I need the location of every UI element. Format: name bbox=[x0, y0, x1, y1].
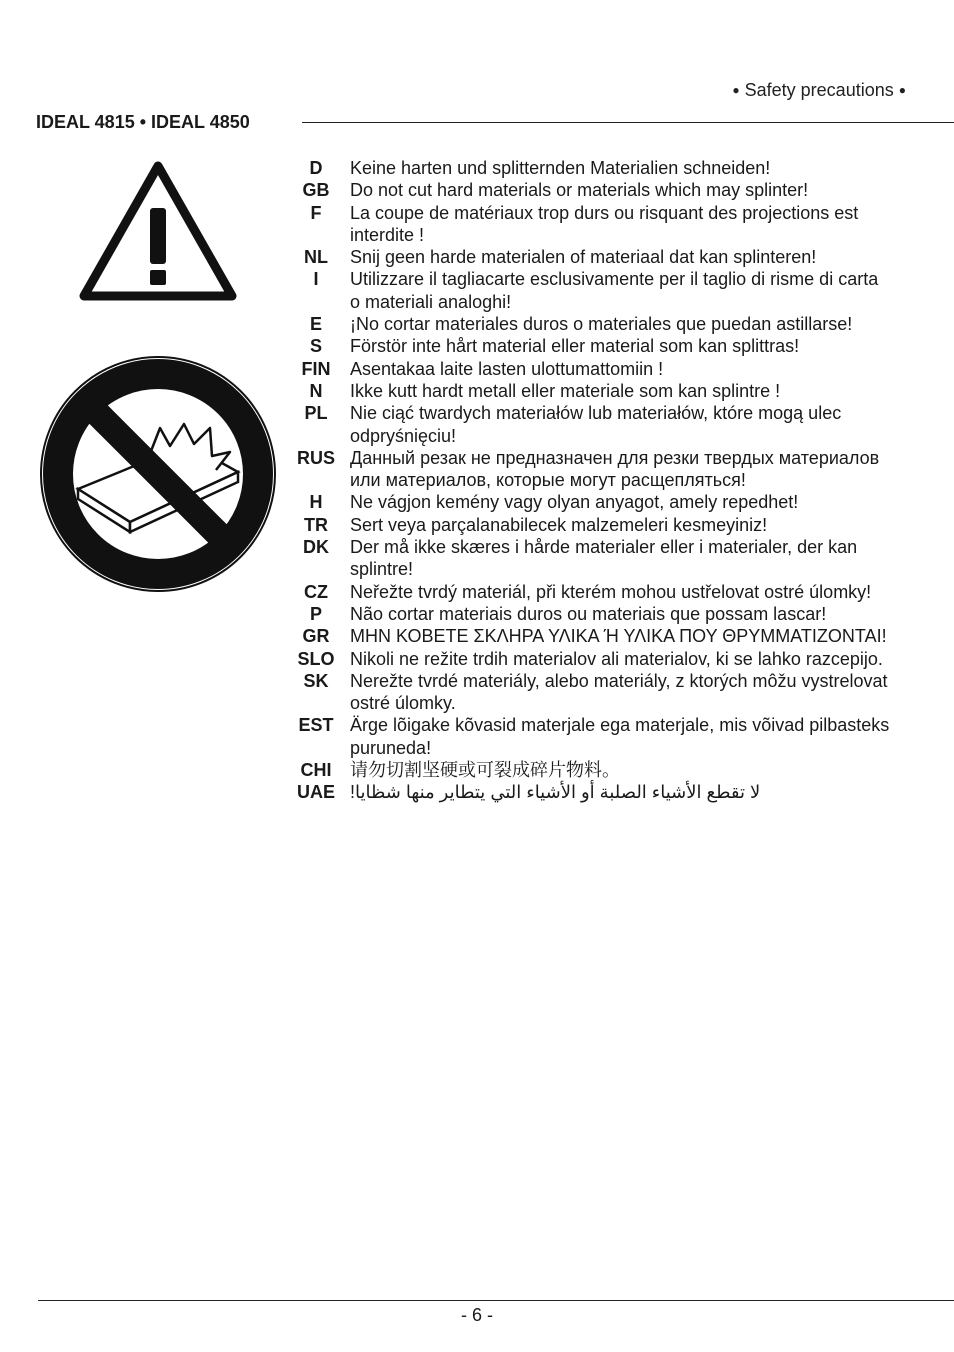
bullet-icon: ● bbox=[898, 83, 906, 97]
warning-text: Nerežte tvrdé materiály, alebo materiály, z ktorých môžu vystrelovat ostré úlomky. bbox=[350, 670, 888, 714]
language-code: DK bbox=[303, 537, 329, 558]
list-item bbox=[290, 380, 890, 402]
list-item bbox=[290, 759, 890, 781]
warning-text: Asentakaa laite lasten ulottumattomiin ! bbox=[350, 358, 664, 379]
list-item bbox=[290, 625, 890, 647]
warning-text: Данный резак не предназначен для резки твердых материалов или материалов, которые могут расщепляться! bbox=[350, 447, 880, 491]
language-code: EST bbox=[298, 715, 334, 736]
list-item bbox=[290, 670, 890, 715]
warning-text: Não cortar materiais duros ou materiais que possam lascar! bbox=[350, 603, 827, 624]
warning-text: Sert veya parçalanabilecek malzemeleri kesmeyiniz! bbox=[350, 514, 768, 535]
warning-text: Ikke kutt hardt metall eller materiale som kan splintre ! bbox=[350, 380, 781, 401]
warning-text: ΜΗΝ ΚΟΒΕΤΕ ΣΚΛΗΡΑ ΥΛΙΚΑ Ή ΥΛΙΚΑ ΠΟΥ ΘΡΥΜΜΑΤΙΖΟΝΤΑΙ! bbox=[350, 626, 887, 647]
list-item bbox=[290, 648, 890, 670]
language-code: SK bbox=[303, 670, 329, 691]
list-item bbox=[290, 246, 890, 268]
language-code: PL bbox=[304, 403, 328, 424]
language-code: CHI bbox=[300, 760, 332, 781]
list-item bbox=[290, 714, 890, 759]
warning-text: 请勿切割坚硬或可裂成碎片物料。 bbox=[350, 760, 620, 781]
list-item bbox=[290, 157, 890, 179]
no-hard-materials-icon bbox=[38, 354, 278, 594]
model-title: IDEAL 4815 • IDEAL 4850 bbox=[36, 112, 250, 132]
section-title bbox=[732, 80, 906, 101]
list-item bbox=[290, 335, 890, 357]
footer-divider bbox=[38, 1300, 954, 1301]
language-code: GR bbox=[302, 626, 330, 647]
list-item bbox=[290, 536, 890, 581]
language-code: N bbox=[309, 380, 323, 401]
warning-text: Nikoli ne režite trdih materialov ali materialov, ki se lahko razcepijo. bbox=[350, 648, 883, 669]
language-code: F bbox=[310, 202, 322, 223]
bullet-icon: ● bbox=[732, 83, 740, 97]
language-code: H bbox=[309, 492, 323, 513]
language-code: GB bbox=[302, 180, 330, 201]
warning-text: Der må ikke skæres i hårde materialer eller i materialer, der kan splintre! bbox=[350, 537, 858, 580]
language-code: CZ bbox=[304, 581, 328, 602]
section-title-text: Safety precautions bbox=[744, 80, 894, 100]
list-item bbox=[290, 603, 890, 625]
list-item bbox=[290, 781, 890, 803]
warning-text: Neřežte tvrdý materiál, při kterém mohou ustřelovat ostré úlomky! bbox=[350, 581, 872, 602]
language-code: D bbox=[309, 158, 323, 178]
warning-text: Do not cut hard materials or materials which may splinter! bbox=[350, 180, 809, 201]
list-item bbox=[290, 179, 890, 201]
warning-text: Snij geen harde materialen of materiaal dat kan splinteren! bbox=[350, 247, 817, 268]
language-code: E bbox=[309, 314, 322, 335]
language-code: NL bbox=[304, 247, 328, 268]
list-item bbox=[290, 402, 890, 447]
language-code: FIN bbox=[301, 358, 331, 379]
list-item bbox=[290, 358, 890, 380]
translation-list bbox=[290, 157, 890, 804]
warning-text: ¡No cortar materiales duros o materiales que puedan astillarse! bbox=[350, 314, 853, 335]
language-code: P bbox=[309, 603, 322, 624]
language-code: S bbox=[309, 336, 322, 357]
list-item bbox=[290, 491, 890, 513]
warning-text: Förstör inte hårt material eller material som kan splittras! bbox=[350, 336, 800, 357]
page-number: - 6 - bbox=[460, 1305, 493, 1325]
warning-triangle-icon bbox=[78, 158, 238, 304]
language-code: I bbox=[313, 269, 319, 290]
language-code: RUS bbox=[296, 447, 335, 468]
list-item bbox=[290, 581, 890, 603]
language-code: TR bbox=[304, 514, 328, 535]
list-item bbox=[290, 313, 890, 335]
list-item bbox=[290, 202, 890, 247]
warning-text: Nie ciąć twardych materiałów lub materiałów, które mogą ulec odpryśnięciu! bbox=[350, 403, 842, 446]
list-item bbox=[290, 268, 890, 313]
warning-text: لا تقطع الأشياء الصلبة أو الأشياء التي يتطاير منها شظايا! bbox=[350, 782, 761, 803]
list-item bbox=[290, 447, 890, 492]
language-code: SLO bbox=[297, 648, 335, 669]
warning-text: Utilizzare il tagliacarte esclusivamente per il taglio di risme di carta o materiali analoghi! bbox=[350, 269, 879, 312]
header-divider bbox=[302, 122, 954, 123]
warning-text: Ne vágjon kemény vagy olyan anyagot, amely repedhet! bbox=[350, 492, 799, 513]
warning-text: Ärge lõigake kõvasid materjale ega materjale, mis võivad pilbasteks puruneda! bbox=[350, 715, 890, 758]
language-code: UAE bbox=[296, 782, 335, 803]
list-item bbox=[290, 514, 890, 536]
warning-text: La coupe de matériaux trop durs ou risquant des projections est interdite ! bbox=[350, 202, 859, 245]
warning-text: Keine harten und splitternden Materialien schneiden! bbox=[350, 158, 771, 178]
